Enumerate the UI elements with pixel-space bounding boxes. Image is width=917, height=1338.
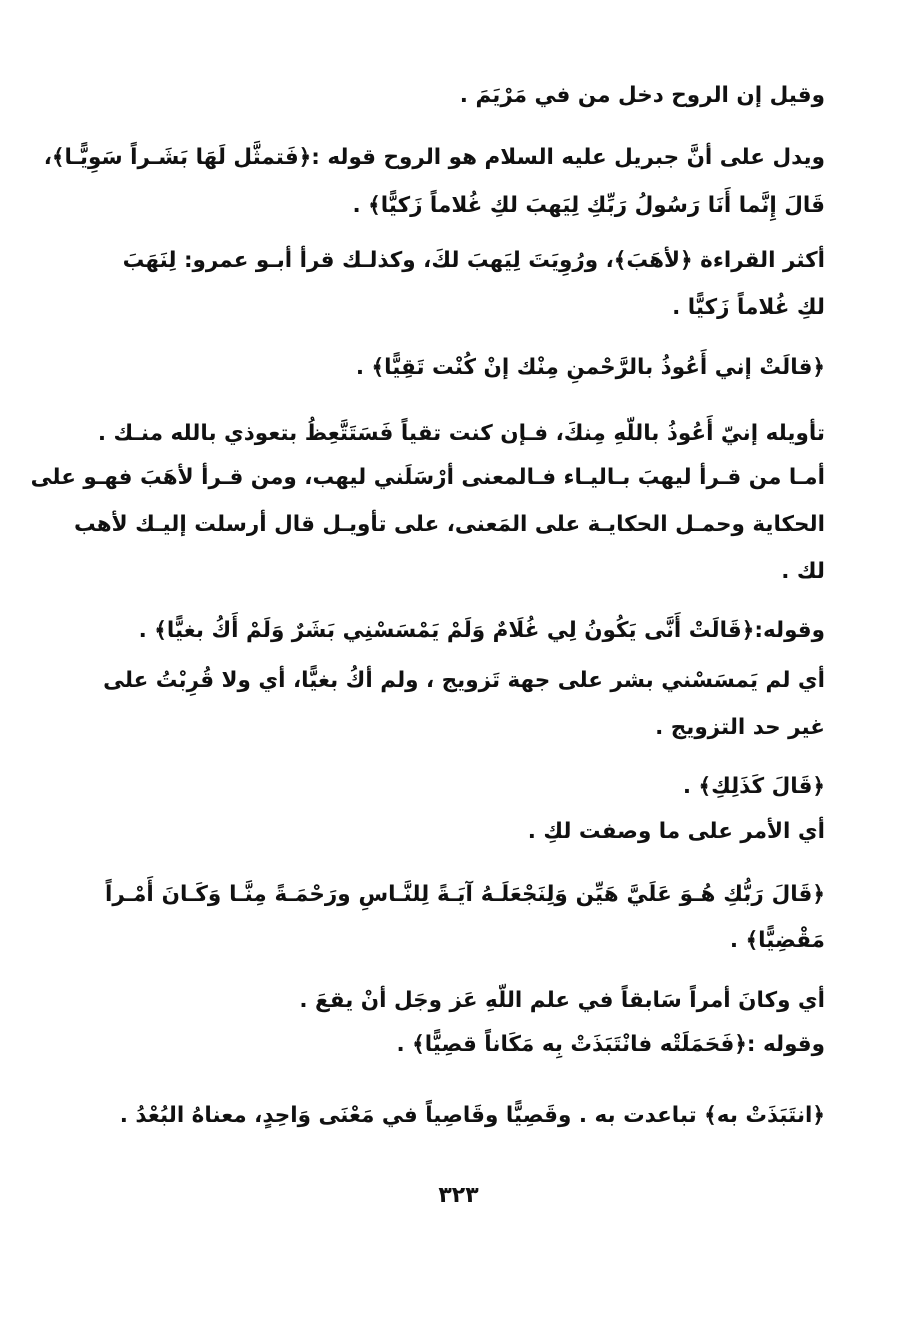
text-line-9: الحكاية وحمـل الحكايـة على المَعنى، على تأويـل قال أرسلت إليـك لأهب [74,512,825,537]
text-line-13: غير حد التزويج . [655,715,825,740]
text-line-16: ﴿قَالَ رَبُّكِ هُـوَ عَلَيَّ هَيِّن وَلِنَجْعَلَـهُ آيَـةً لِلنَّـاسِ ورَحْمَـةً مِنَّـا وَكَـانَ أَمْـراً [105,882,825,907]
page-number: ٣٢٣ [438,1183,479,1208]
text-line-5: لكِ غُلاماً زَكيًّا . [672,295,825,320]
text-line-2: ويدل على أنَّ جبريل عليه السلام هو الروح قوله :﴿فَتمثَّل لَهَا بَشَـراً سَوِيًّـا﴾، [43,145,825,170]
text-line-3: قَالَ إِنَّما أَنَا رَسُولُ رَبِّكِ لِيَهبَ لكِ غُلاماً زَكيًّا﴾ . [352,193,825,218]
text-line-19: وقوله :﴿فَحَمَلَتْه فانْتَبَذَتْ بِه مَكَاناً قصِيًّا﴾ . [396,1032,825,1057]
text-line-1: وقيل إن الروح دخل من في مَرْيَمَ . [459,83,825,108]
text-line-7: تأويله إنيّ أَعُوذُ باللّهِ مِنكَ، فـإن كنت تقياً فَسَتَتَّعِظُ بتعوذي بالله منـك . [97,421,825,446]
text-line-12: أي لم يَمسَسْني بشر على جهة تَزويج ، ولم أكُ بغيًّا، أي ولا قُرِبْتُ على [103,668,825,693]
text-line-8: أمـا من قـرأ ليهبَ بـاليـاء فـالمعنى أرْسَلَني ليهب، ومن قـرأ لأهَبَ فهـو على [30,465,825,490]
text-line-20: ﴿انتَبَذَتْ به﴾ تباعدت به . وقَصِيًّا وقَاصِياً في مَعْنَى وَاحِدٍ، معناهُ البُعْدُ . [119,1103,825,1128]
text-line-6: ﴿قالَتْ إني أَعُوذُ بالرَّحْمنِ مِنْك إنْ كُنْت تَقِيًّا﴾ . [355,355,825,380]
text-line-10: لك . [781,559,825,584]
text-line-18: أي وكانَ أمراً سَابقاً في علم اللّهِ عَز وجَل أنْ يقعَ . [299,988,825,1013]
text-line-11: وقوله:﴿قَالَتْ أَنَّى يَكُونُ لِي غُلَامٌ وَلَمْ يَمْسَسْنِي بَشَرٌ وَلَمْ أَكُ بغيًّا﴾ . [138,618,825,643]
text-line-14: ﴿قَالَ كَذَلِكِ﴾ . [682,774,825,799]
text-line-4: أكثر القراءة ﴿لأهَبَ﴾، ورُوِيَتَ لِيَهبَ لكَ، وكذلـك قرأ أبـو عمرو: لِنَهَبَ [122,248,825,273]
text-line-15: أي الأمر على ما وصفت لكِ . [527,819,825,844]
text-line-17: مَقْضِيًّا﴾ . [729,928,825,953]
